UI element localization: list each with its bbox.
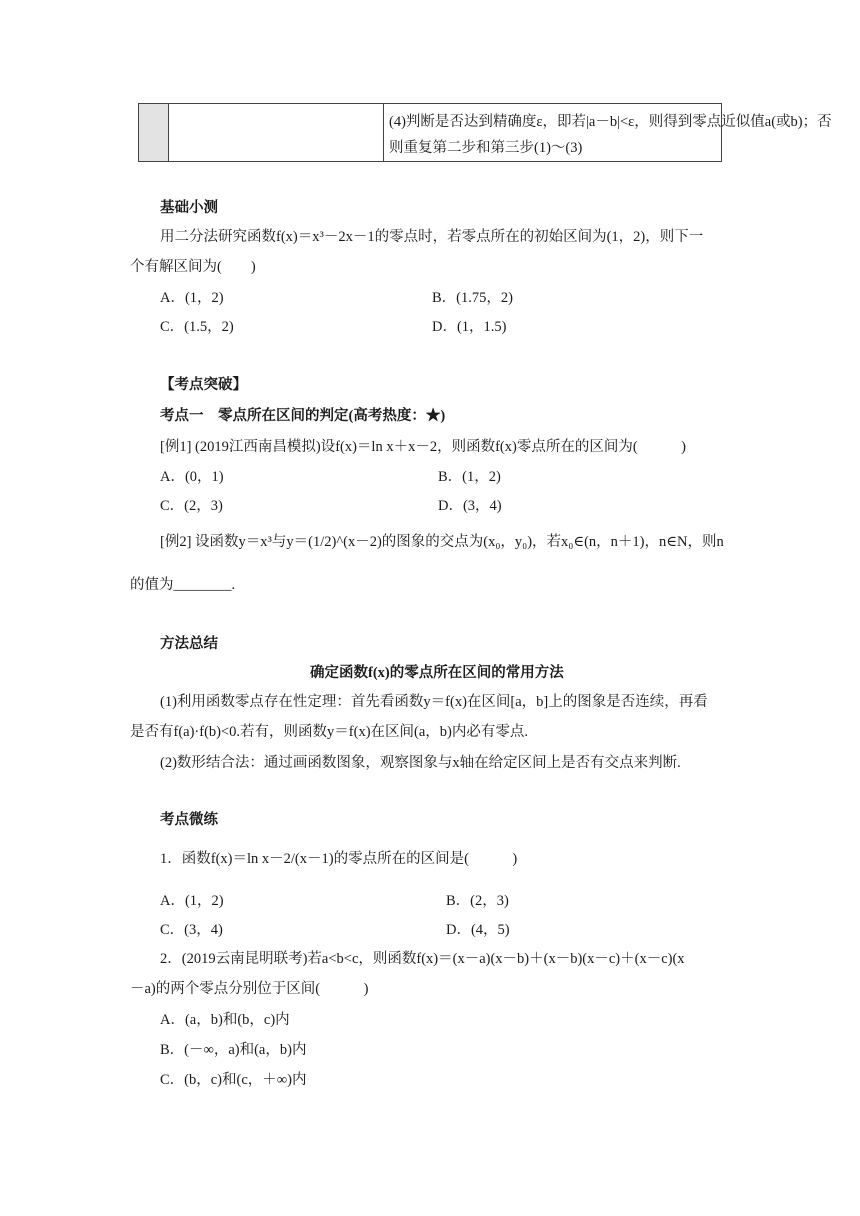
example2-line2: 的值为________. — [130, 577, 236, 593]
method-heading: 方法总结 — [160, 636, 218, 652]
table-step4-line1: (4)判断是否达到精确度ε，即若|a－b|<ε，则得到零点近似值a(或b)；否 — [389, 114, 832, 130]
practice-heading: 考点微练 — [160, 812, 218, 828]
practice-q2-option-c: C．(b，c)和(c，＋∞)内 — [160, 1072, 307, 1088]
table-step4-line2: 则重复第二步和第三步(1)～(3) — [389, 140, 583, 156]
method-p1-line1: (1)利用函数零点存在性定理：首先看函数y＝f(x)在区间[a，b]上的图象是否连续，再看 — [160, 694, 708, 710]
example1-stem: [例1] (2019江西南昌模拟)设f(x)＝ln x＋x－2，则函数f(x)零点所在的区间为( ) — [160, 439, 686, 455]
table-cell-shaded — [139, 104, 169, 161]
practice-q1-option-b: B．(2，3) — [446, 893, 509, 909]
practice-q2-line1: 2．(2019云南昆明联考)若a<b<c，则函数f(x)＝(x－a)(x－b)＋(x－b)(x－c)＋(x－c)(x — [160, 951, 685, 967]
practice-q2-option-b: B．(－∞，a)和(a，b)内 — [160, 1042, 307, 1058]
method-title: 确定函数f(x)的零点所在区间的常用方法 — [310, 665, 564, 681]
example1-option-c: C．(2，3) — [160, 498, 223, 514]
practice-q2-option-a: A．(a，b)和(b，c)内 — [160, 1012, 290, 1028]
example2-line1: [例2] 设函数y＝x³与y＝(1/2)^(x－2)的图象的交点为(x₀，y₀)，若x₀∈(n，n＋1)，n∈N，则n — [160, 534, 724, 550]
basic-test-stem-line1: 用二分法研究函数f(x)＝x³－2x－1的零点时，若零点所在的初始区间为(1，2)，则下一 — [160, 229, 704, 245]
practice-q1-option-c: C．(3，4) — [160, 922, 223, 938]
practice-q1-option-a: A．(1，2) — [160, 893, 224, 909]
breakthrough-heading: 【考点突破】 — [160, 377, 247, 393]
practice-q2-line2: －a)的两个零点分别位于区间( ) — [130, 981, 369, 997]
method-p2: (2)数形结合法：通过画函数图象，观察图象与x轴在给定区间上是否有交点来判断. — [160, 755, 681, 771]
basic-test-option-b: B．(1.75，2) — [432, 290, 513, 306]
method-steps-table — [138, 103, 832, 162]
practice-q1-stem: 1．函数f(x)＝ln x－2/(x－1)的零点所在的区间是( ) — [160, 851, 518, 867]
basic-test-option-a: A．(1，2) — [160, 290, 224, 306]
practice-q1-option-d: D．(4，5) — [446, 922, 510, 938]
point-one-title: 考点一 零点所在区间的判定(高考热度：★) — [160, 408, 446, 424]
table-cell-empty — [169, 104, 384, 161]
method-p1-line2: 是否有f(a)·f(b)<0.若有，则函数y＝f(x)在区间(a，b)内必有零点. — [130, 724, 528, 740]
basic-test-option-d: D．(1，1.5) — [432, 319, 507, 335]
basic-test-stem-line2: 个有解区间为( ) — [130, 259, 256, 275]
example1-option-b: B．(1，2) — [438, 469, 501, 485]
example1-option-d: D．(3，4) — [438, 498, 502, 514]
basic-test-heading: 基础小测 — [160, 200, 218, 216]
basic-test-option-c: C．(1.5，2) — [160, 319, 234, 335]
example1-option-a: A．(0，1) — [160, 469, 224, 485]
